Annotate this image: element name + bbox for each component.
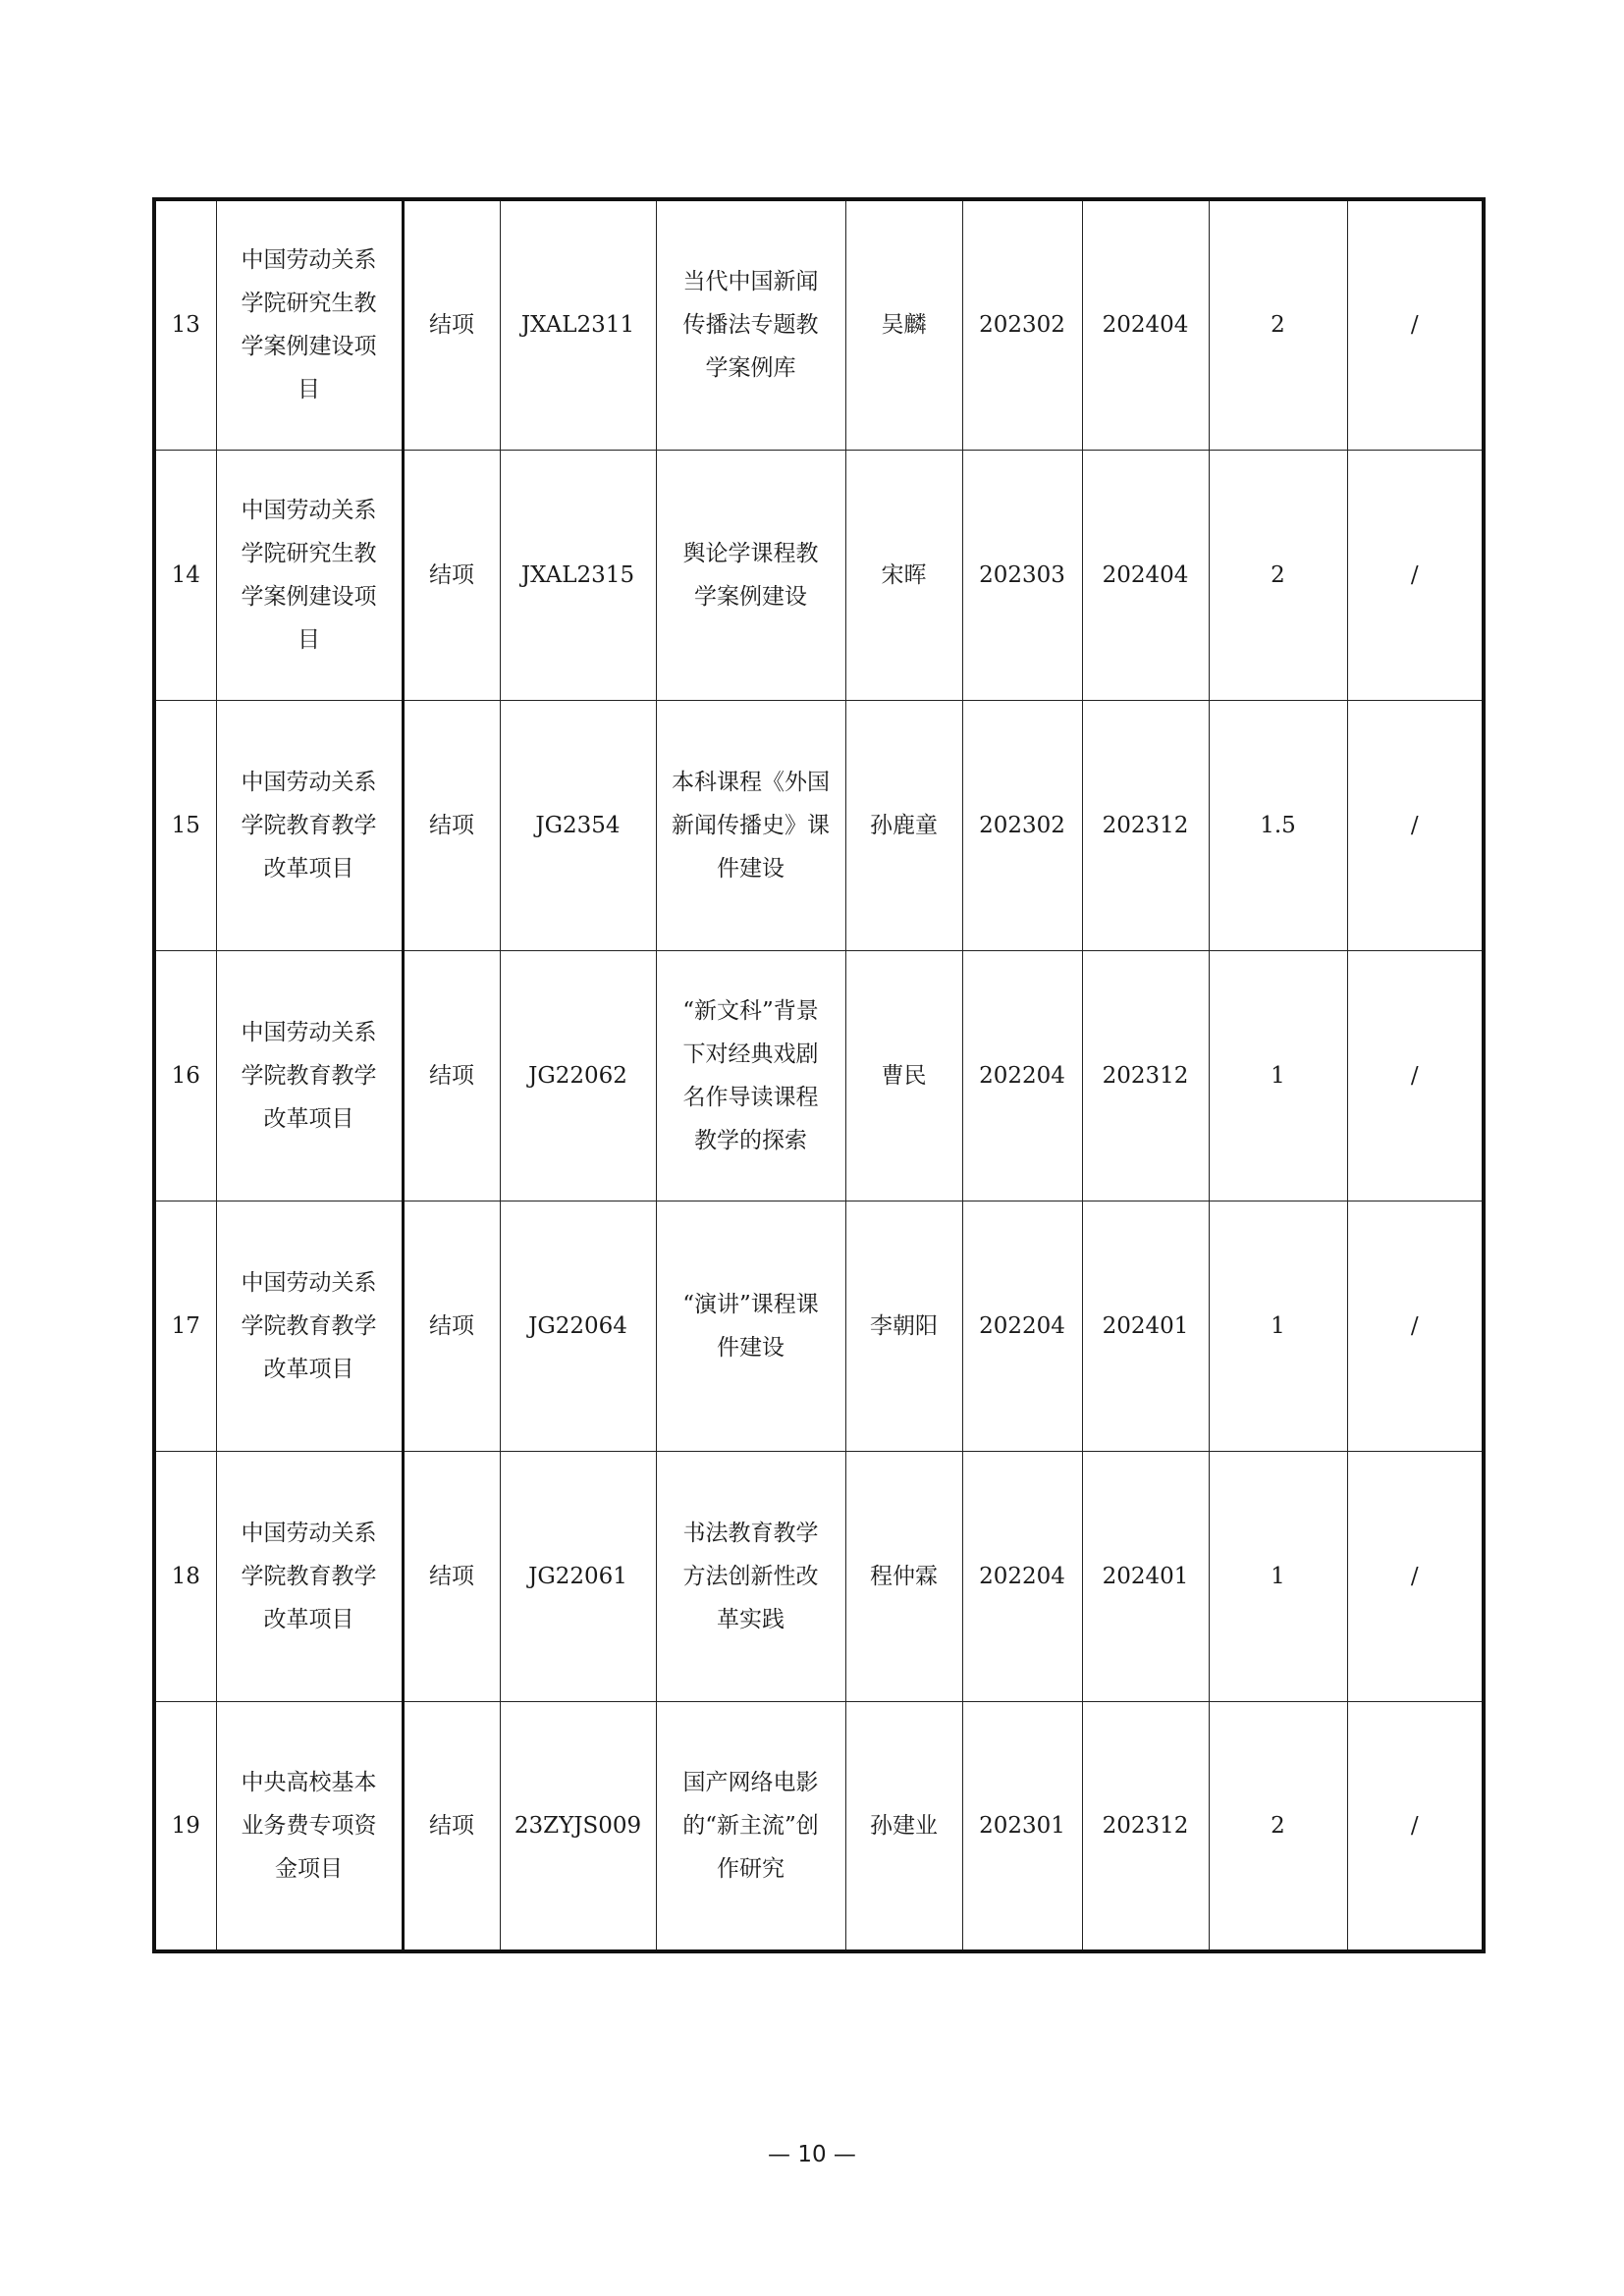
funding-cell: 2 (1209, 450, 1347, 700)
note-cell: / (1347, 199, 1484, 450)
row-number-cell: 13 (154, 199, 216, 450)
end-date-cell: 202312 (1082, 950, 1209, 1201)
end-date-cell: 202401 (1082, 1201, 1209, 1451)
note-cell: / (1347, 1451, 1484, 1701)
project-source-cell: 中央高校基本 业务费专项资 金项目 (216, 1701, 403, 1951)
row-number-cell: 17 (154, 1201, 216, 1451)
project-code-cell: JG22064 (500, 1201, 656, 1451)
start-date-cell: 202303 (962, 450, 1082, 700)
project-source-cell: 中国劳动关系 学院研究生教 学案例建设项 目 (216, 450, 403, 700)
leader-cell: 曹民 (845, 950, 962, 1201)
funding-cell: 1 (1209, 1451, 1347, 1701)
project-source-cell: 中国劳动关系 学院教育教学 改革项目 (216, 1201, 403, 1451)
table-row (154, 199, 1484, 450)
project-code-cell: JG22061 (500, 1451, 656, 1701)
funding-cell: 1 (1209, 950, 1347, 1201)
status-cell: 结项 (403, 199, 500, 450)
end-date-cell: 202404 (1082, 450, 1209, 700)
end-date-cell: 202312 (1082, 700, 1209, 950)
table-row (154, 700, 1484, 950)
table-row (154, 1451, 1484, 1701)
project-table (152, 197, 1486, 1953)
end-date-cell: 202401 (1082, 1451, 1209, 1701)
note-cell: / (1347, 950, 1484, 1201)
note-cell: / (1347, 1701, 1484, 1951)
project-name-cell: “演讲”课程课 件建设 (656, 1201, 845, 1451)
start-date-cell: 202204 (962, 1201, 1082, 1451)
leader-cell: 程仲霖 (845, 1451, 962, 1701)
status-cell: 结项 (403, 700, 500, 950)
status-cell: 结项 (403, 1451, 500, 1701)
funding-cell: 1.5 (1209, 700, 1347, 950)
row-number-cell: 16 (154, 950, 216, 1201)
status-cell: 结项 (403, 450, 500, 700)
project-source-cell: 中国劳动关系 学院教育教学 改革项目 (216, 700, 403, 950)
project-code-cell: JG22062 (500, 950, 656, 1201)
project-code-cell: JXAL2311 (500, 199, 656, 450)
status-cell: 结项 (403, 1701, 500, 1951)
table-row (154, 1201, 1484, 1451)
row-number-cell: 14 (154, 450, 216, 700)
funding-cell: 2 (1209, 1701, 1347, 1951)
note-cell: / (1347, 450, 1484, 700)
start-date-cell: 202301 (962, 1701, 1082, 1951)
project-code-cell: 23ZYJS009 (500, 1701, 656, 1951)
table-row (154, 450, 1484, 700)
start-date-cell: 202302 (962, 700, 1082, 950)
note-cell: / (1347, 700, 1484, 950)
leader-cell: 孙鹿童 (845, 700, 962, 950)
table-row (154, 950, 1484, 1201)
project-source-cell: 中国劳动关系 学院研究生教 学案例建设项 目 (216, 199, 403, 450)
row-number-cell: 15 (154, 700, 216, 950)
leader-cell: 宋晖 (845, 450, 962, 700)
status-cell: 结项 (403, 1201, 500, 1451)
start-date-cell: 202204 (962, 950, 1082, 1201)
start-date-cell: 202204 (962, 1451, 1082, 1701)
project-name-cell: 书法教育教学 方法创新性改 革实践 (656, 1451, 845, 1701)
project-name-cell: 本科课程《外国 新闻传播史》课 件建设 (656, 700, 845, 950)
end-date-cell: 202404 (1082, 199, 1209, 450)
project-source-cell: 中国劳动关系 学院教育教学 改革项目 (216, 1451, 403, 1701)
table-row (154, 1701, 1484, 1951)
funding-cell: 1 (1209, 1201, 1347, 1451)
leader-cell: 李朝阳 (845, 1201, 962, 1451)
project-name-cell: 当代中国新闻 传播法专题教 学案例库 (656, 199, 845, 450)
project-name-cell: 舆论学课程教 学案例建设 (656, 450, 845, 700)
project-code-cell: JXAL2315 (500, 450, 656, 700)
project-name-cell: 国产网络电影 的“新主流”创 作研究 (656, 1701, 845, 1951)
project-code-cell: JG2354 (500, 700, 656, 950)
page-number: — 10 — (768, 2142, 856, 2167)
note-cell: / (1347, 1201, 1484, 1451)
status-cell: 结项 (403, 950, 500, 1201)
funding-cell: 2 (1209, 199, 1347, 450)
end-date-cell: 202312 (1082, 1701, 1209, 1951)
row-number-cell: 19 (154, 1701, 216, 1951)
start-date-cell: 202302 (962, 199, 1082, 450)
project-source-cell: 中国劳动关系 学院教育教学 改革项目 (216, 950, 403, 1201)
leader-cell: 吴麟 (845, 199, 962, 450)
leader-cell: 孙建业 (845, 1701, 962, 1951)
row-number-cell: 18 (154, 1451, 216, 1701)
project-name-cell: “新文科”背景 下对经典戏剧 名作导读课程 教学的探索 (656, 950, 845, 1201)
